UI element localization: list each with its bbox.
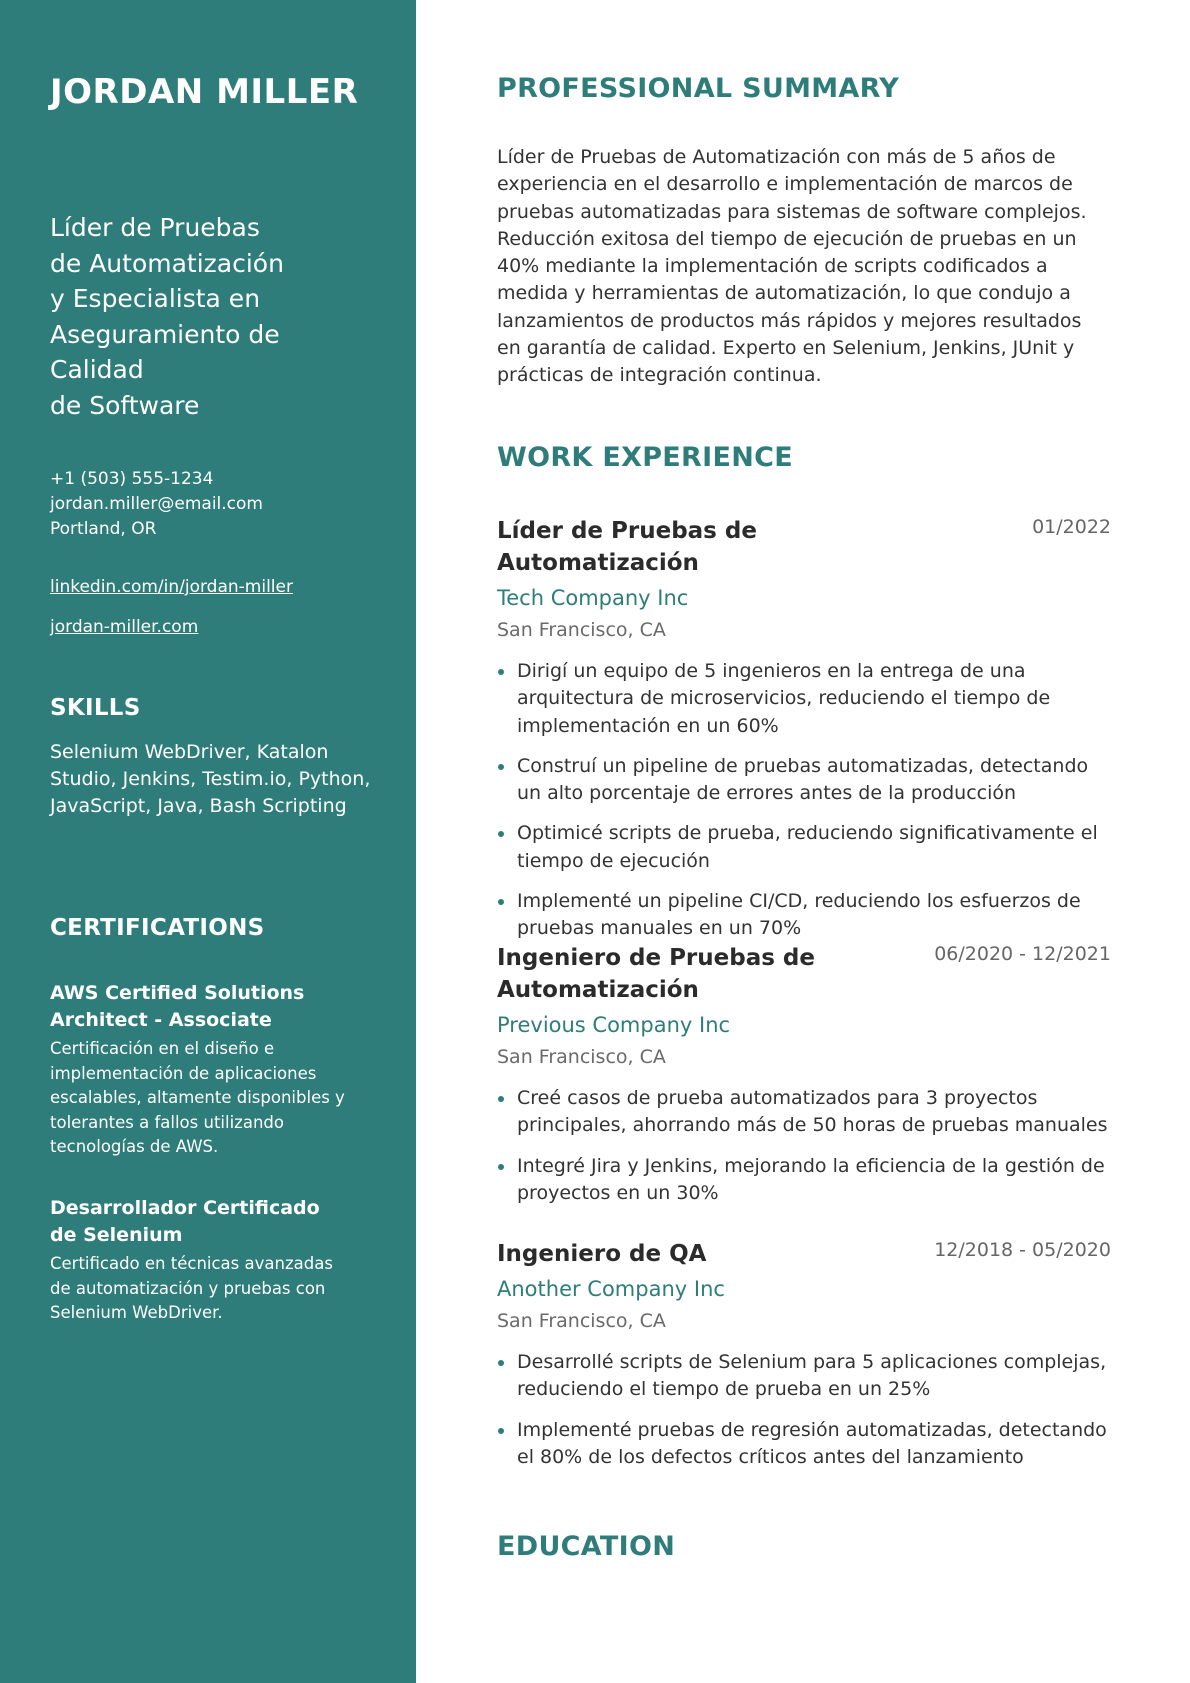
linkedin-link[interactable]: linkedin.com/in/jordan-miller: [50, 577, 293, 597]
job-title: Ingeniero de Pruebas de Automatización: [497, 945, 815, 1003]
job-title: Ingeniero de QA: [497, 1241, 707, 1267]
job-bullet: Creé casos de prueba automatizados para 3 proyectos principales, ahorrando más de 50 horas de pruebas manuales: [497, 1085, 1111, 1140]
candidate-name: JORDAN MILLER: [50, 72, 359, 112]
job-entry: [497, 942, 1111, 1220]
job-entry: [497, 1238, 1111, 1484]
sidebar: [0, 0, 416, 1683]
job-header: [497, 1238, 1111, 1270]
job-bullet: Integré Jira y Jenkins, mejorando la eficiencia de la gestión de proyectos en un 30%: [497, 1153, 1111, 1208]
job-bullet: Dirigí un equipo de 5 ingenieros en la entrega de una arquitectura de microservicios, reduciendo el tiempo de implementación en un 60%: [497, 658, 1111, 740]
headline-line: y Especialista en: [50, 284, 261, 313]
certification-item: [50, 1195, 350, 1326]
job-bullets: [497, 1349, 1111, 1471]
summary-heading: PROFESSIONAL SUMMARY: [497, 73, 900, 104]
contact-location: Portland, OR: [50, 519, 157, 539]
certification-description: Certificado en técnicas avanzadas de automatización y pruebas con Selenium WebDriver.: [50, 1254, 333, 1322]
website-link[interactable]: jordan-miller.com: [50, 617, 199, 637]
education-heading: EDUCATION: [497, 1531, 676, 1562]
headline-line: de Software: [50, 390, 200, 420]
skills-list: Selenium WebDriver, Katalon Studio, Jenkins, Testim.io, Python, JavaScript, Java, Bash Scripting: [50, 741, 371, 817]
job-bullet: Construí un pipeline de pruebas automatizadas, detectando un alto porcentaje de errores antes de la producción: [497, 753, 1111, 808]
headline-line: de Automatización: [50, 248, 284, 278]
certification-title: AWS Certified Solutions Architect - Associate: [50, 982, 305, 1031]
company-name: Previous Company Inc: [497, 1013, 731, 1037]
job-title: Líder de Pruebas de Automatización: [497, 518, 757, 576]
certifications-heading: CERTIFICATIONS: [50, 915, 265, 941]
email-address: jordan.miller@email.com: [50, 494, 263, 514]
company-name: Tech Company Inc: [497, 586, 689, 610]
summary-text: Líder de Pruebas de Automatización con más de 5 años de experiencia en el desarrollo e implementación de marcos de pruebas automatizadas para sistemas de software complejos. Reducción exitosa del tiempo de ejecución de pruebas en un 40% mediante la implementación de scripts codificados a medida y herramientas de automatización, lo que condujo a lanzamientos de productos más rápidos y mejores resultados en garantía de calidad. Experto en Selenium, Jenkins, JUnit y prácticas de integración continua.: [497, 146, 1087, 387]
headline: [50, 210, 380, 423]
company-name: Another Company Inc: [497, 1277, 725, 1301]
skills-heading: SKILLS: [50, 695, 141, 721]
phone-number: +1 (503) 555-1234: [50, 469, 214, 489]
contact-info: [50, 467, 263, 542]
job-entry: [497, 515, 1111, 956]
main-content: [497, 0, 1111, 1683]
job-bullet: Desarrollé scripts de Selenium para 5 aplicaciones complejas, reduciendo el tiempo de prueba en un 25%: [497, 1349, 1111, 1404]
job-location: San Francisco, CA: [497, 1046, 666, 1068]
job-header: [497, 942, 1111, 1006]
work-experience-heading: WORK EXPERIENCE: [497, 442, 793, 473]
certification-description: Certificación en el diseño e implementación de aplicaciones escalables, altamente disponibles y tolerantes a fallos utilizando tecnologías de AWS.: [50, 1039, 345, 1156]
job-bullets: [497, 1085, 1111, 1207]
job-bullet: Implementé pruebas de regresión automatizadas, detectando el 80% de los defectos críticos antes del lanzamiento: [497, 1417, 1111, 1472]
job-date: 06/2020 - 12/2021: [934, 943, 1111, 965]
headline-line: Aseguramiento de Calidad: [50, 319, 280, 384]
certification-item: [50, 980, 350, 1160]
job-bullet: Implementé un pipeline CI/CD, reduciendo los esfuerzos de pruebas manuales en un 70%: [497, 888, 1111, 943]
headline-line: Líder de Pruebas: [50, 213, 260, 242]
job-location: San Francisco, CA: [497, 1310, 666, 1332]
job-bullet: Optimicé scripts de prueba, reduciendo significativamente el tiempo de ejecución: [497, 820, 1111, 875]
job-date: 01/2022: [1032, 516, 1111, 538]
job-location: San Francisco, CA: [497, 619, 666, 641]
job-header: [497, 515, 1111, 579]
job-date: 12/2018 - 05/2020: [934, 1239, 1111, 1261]
certification-title: Desarrollador Certificado de Selenium: [50, 1197, 320, 1246]
job-bullets: [497, 658, 1111, 943]
